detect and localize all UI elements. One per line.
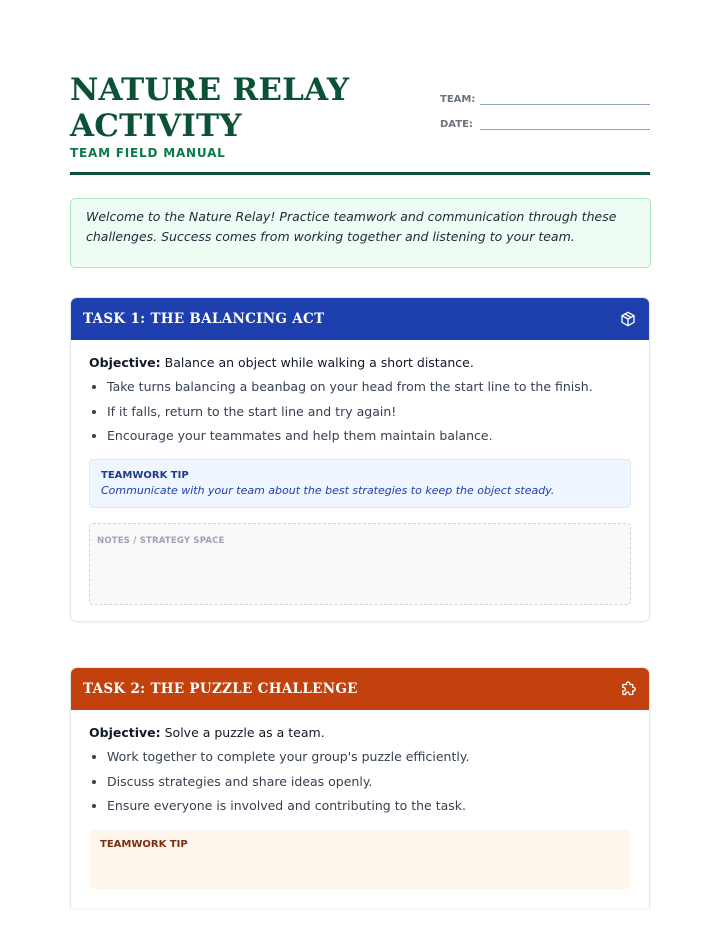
welcome-box: Welcome to the Nature Relay! Practice teamwork and communication through these challenges. Success comes from working together and listening to your team.: [70, 198, 651, 268]
task-1-tip-text: Communicate with your team about the best strategies to keep the object steady.: [101, 484, 555, 497]
list-item: • Discuss strategies and share ideas openly.: [107, 774, 631, 790]
date-label: DATE:: [440, 119, 473, 130]
task-2-tip-label: TEAMWORK TIP: [100, 839, 188, 850]
list-item: • If it falls, return to the start line and try again!: [107, 404, 631, 420]
puzzle-icon: [619, 680, 637, 698]
task-1-objective-label: Objective:: [89, 355, 161, 370]
task-1-objective: [89, 355, 631, 370]
task-1-body: [71, 340, 649, 621]
list-item: • Encourage your teammates and help them maintain balance.: [107, 428, 631, 444]
task-1-objective-text: Balance an object while walking a short distance.: [164, 355, 474, 370]
team-input-line[interactable]: [480, 92, 650, 105]
task-1-tip: [89, 459, 631, 508]
list-item: • Work together to complete your group's puzzle efficiently.: [107, 749, 631, 765]
task-2-body: [71, 710, 649, 905]
task-card-1: [70, 297, 650, 622]
task-2-objective-text: Solve a puzzle as a team.: [164, 725, 325, 740]
task-2-tip: [89, 829, 631, 889]
task-1-title: TASK 1: THE BALANCING ACT: [83, 311, 325, 327]
page-subtitle: TEAM FIELD MANUAL: [70, 146, 226, 160]
task-2-list: [89, 749, 631, 814]
task-1-header: [71, 298, 649, 340]
list-item: • Take turns balancing a beanbag on your head from the start line to the finish.: [107, 379, 631, 395]
team-label: TEAM:: [440, 94, 476, 105]
task-1-tip-label: TEAMWORK TIP: [101, 470, 189, 481]
list-item: • Ensure everyone is involved and contributing to the task.: [107, 798, 631, 814]
task-1-list: [89, 379, 631, 444]
page-title: NATURE RELAY ACTIVITY: [70, 72, 350, 144]
date-field: [440, 117, 650, 130]
header-fields: [440, 92, 650, 142]
task-2-title: TASK 2: THE PUZZLE CHALLENGE: [83, 681, 358, 697]
task-2-objective: [89, 725, 631, 740]
cube-icon: [619, 310, 637, 328]
team-field: [440, 92, 650, 105]
task-2-header: [71, 668, 649, 710]
task-1-notes-label: NOTES / STRATEGY SPACE: [97, 536, 225, 546]
header-divider: [70, 172, 650, 175]
task-1-notes-box[interactable]: [89, 523, 631, 605]
header: [70, 72, 650, 160]
task-card-2: [70, 667, 650, 908]
task-2-objective-label: Objective:: [89, 725, 161, 740]
date-input-line[interactable]: [480, 117, 650, 130]
